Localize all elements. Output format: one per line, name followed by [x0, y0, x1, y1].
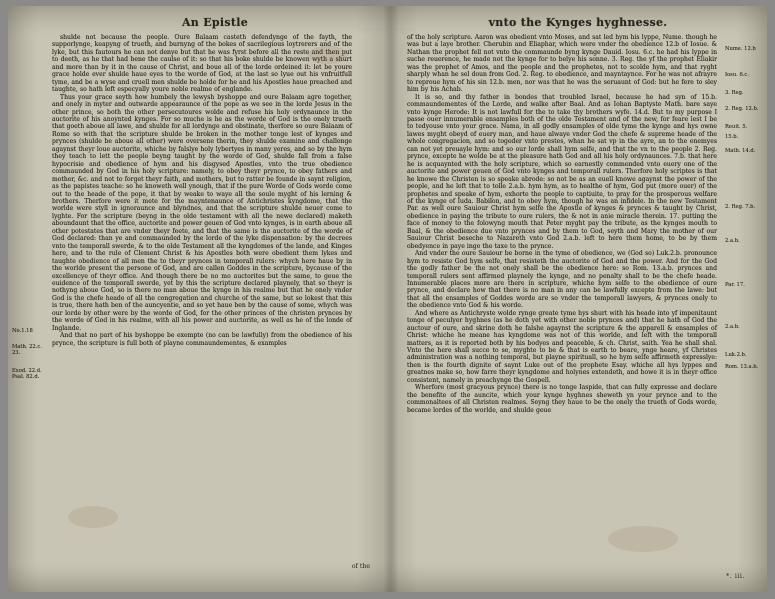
paragraph: of the holy scripture. Aaron was obedient vnto Moses, and sat led hym his lyppe, Nume. though he was but a laye brother. Cherubin and Eliaphar, which were vnder the obedience 12.b of Iosue. & Nathan the prophet fell not vnto the commaunde byng kynge Dauid. Iosu. 6.c. he had his lyppe in suche reuerence, he made not the kynge for to belye his sonne. 3. Reg. the yf the prophet Eliakir was the prophet of Amos, and the people and the prophetes, not to scolde hym, and that ryght sharply whan he sel doun from God. 2. Reg. to obedience, and mayntaynce. For he was not afrayre to reproue hym of his sin 12.b. men, nor was that he was the seruaunt of God: but he fere to sley him by his Achab.: [407, 34, 717, 94]
paragraph: It is so, and thy father in bondes that troubled Israel, because he had syn of 15.b. commaundementes of the Lorde, and walke after Baal. And as Iohan Baptyste Math. bare saye vnto kynge Herode: It is not lawfull for the to take thy brothers wyfe. 14.d. But to my purpose I passe ouer innumerable ensamples both of the olde Testament and of the new, for feare lest I be to tedyouse vnto your grace. Nama, in all godly ensamples of olde tyme the kynge and hys owne lawes myght obeyd of euery man, and haue alwaye vnder God the chefe & supreme heade of the whole congregacion, and so togeder vnto prestes, whan he sat vp in the ayre, an to the enemyes can not yet preuayle hym: and so our lorde shall hym selfe, and that the vn to the people 2. Reg. prynce, excepte he wolde be at the pleasure hath God and all his holy ordynaunces. 7.b. that here he is acquaynted with the holy scripture, which so earnestly commended vnto euery one of the auctorite and power geuen of God vnto kynges and temporall rulers. Therfore holy scriptes is that he knowe the Christen is so speake abrode: so not be as an euell knowe agaynst the power of the people, and he left that to tolle 2.a.b. hym hym, as to healthe of hym, God put (more ouer) of the prophetes and speake of hym, exhorte the people to captiuite, to pray for the prosperous welfare of the kynge of Iuda. Babilon, and to obey hym, though he was an infidele. In the new Testament Par. as well oure Sauiour Christ hym selfe the Apostle of kynges & prynces & taught by Christ, obedience in paying the tribute to oure rulers, the & not in anie miracle therein. 17. putting the face of money to the folowyng mouth that Peter myght pay the tribute, as the kynges mouth to Baal, & the obedience due vnto prynces and by them to God, seyth and Mary the mother of our Sauiour Christ beseche to Nazareth vnto God 2.a.b. left to here them home, to be by them obedyence in paye inge the taxe to the prynce.: [407, 93, 717, 250]
catchword: of the: [351, 563, 370, 570]
paragraph: And vnder the oure Sauiour be borne in the tyme of obedience, we (God so) Luk.2.b. pronounce hym to resiste God hym selfe, that resisteth the auctorite of God and the power. And for the God the godly father be the not onely shall be the obedience here: so Rom. 13.a.b. prynces and temporall rulers sent affirmed playnely the kynge, and no penalty shall to be the chefe heade. Innumerable places more are there in scripture, whiche hym selfe to the obedience of oure prynce, and declare how that there is no man in any can be lawfully excepte from the lawe: but that all the ensamples of Goddes worde are so vnder the temporall lawyers, & prynces onely to the obedience vnto God & his worde.: [407, 250, 717, 310]
margin-note: Exod. 22.d. Psal. 82.d.: [12, 368, 42, 381]
margin-note: Nume. 12.b: [725, 46, 756, 52]
margin-note: 2. Reg. 12.b.: [725, 106, 759, 112]
left-page: [8, 6, 386, 592]
margin-note: Math. 14.d.: [725, 148, 756, 154]
margin-note: Rom. 13.a.b.: [725, 364, 759, 370]
right-page: [389, 6, 767, 592]
paragraph: And that no part of his byshoppe be exempte (no can be lawfully) from the obedience of his prynce, the scripture is full both of playne commaundementes, & examples: [52, 332, 352, 347]
paragraph: Thus your grace seyth how humbely the lewysh byshoppe and oure Balaam agre together, and onely in myter and outwarde appearaunce of the pope as we see in the lorde Jesus in the other prince, so both the other persecutoures wolde and refuse his holy ordynaunce in the auctorite of his anoynted kynges. For so muche is he as the worde of God is the onely trueth that goeth aboue all lawe, and shulde for all lordynge and obstinate, therfore so oure Balaam of Rome so with that the scripture shulde be broken in the mother tonge lest of kynges and prynces (shulde be aboue all other) were oversene therin, they shulde examine and challenge agaynst theyr loue auctorite, whiche by falslye holy lybertyes in many yeres, and so by the hym they teach to lett the people beyng taught by the worde of God, shulde fall from a false hypocrisie and obedience of hym and his disgysed Apostles, vnto the true obedience commaunded by God in his holy scripture: namely, to obey theyr prynce, to obey fathers and mother, &c. and not to forget theyr faith, and mothers, but to ratter be founde in saynt religion, as the papistes teache: so he knoweth well ynough, that if the pure Worde of Gods worde come out to the heade of the pope, it that by weake to waye all the soule myght of his lerning & brothers. Therfore were it mete for the mayntenaunce of Antichristes kyngdome, that the worlde were styll in ignoraunce and blyndnes, and that the scripture shulde neuer come to lyghte. For the scripture (beyng in the olde testament with all the newe declared) maketh aboundaunt that the office, auctorite and power geuen of God vnto kynges, is in earth aboue all other potestates that are vnder theyr feete, and that the same is the auctorite of the worde of God declared: than ye and commaunded by the lorde of the lyke dispensation: by the decrees vnto the temporall swerde, & to the olde Testament all the kyngdomes of the lande, and Kinges here, and to the rule of Clement Christ & his Apostles both were obedient them lykes and taughte obedience of all men the to theyr prynces in temporall rulers: whych here haue by in the worlde present the persone of God, and are callen Goddes in the scripture, bycause of the excellencye of theyr office. And though there be no mo auctorites but the same, to geue the euidence of the temporall swerde, yet by this the scripture declared playnely, that so theyr is nothyng aboue God, so is there no man aboue the kynge in his realme but that he onely vnder God is the chefe heade of all the congregation and churche of the same, but so lokest that this is true, there hath ben of the auncyentie, and so yet haue ben by the cause of some, whych was our lorde by other were by the worde of God, for the other princes of the christen prynces by the worde of God in his realme, with all his power and auctorite, as well as he of the londe of Inglande.: [52, 93, 352, 332]
paragraph: shulde not because the people. Oure Balaam casteth defendynge of the fayth, the supporlynge, keapyng of trueth, and burnyng of the bokes of sacrilegious loytrerers and of the lyke, but this fautours he can not denye but that he was fyrst before all the reste and then put to deeth, as he that had bene the caulse of it: so that his boke shulde be knowen wyth a shurt and more than by it in the cause of Christ, and boue all of the lorde ordeined it: let be youre grace holde ever shulde haue eyes to the worde of God, at the last so lyue out his vnfruitfull tyme, and be a wyse and cruell men shulde be holde for he and his Apostles haue preached and taughte, so hath left especyally youre noble realme of englande.: [52, 34, 352, 94]
margin-note: Reuit. 5.: [725, 124, 748, 130]
margin-note: 15.b.: [725, 134, 739, 140]
margin-note: 2. Reg. 7.b.: [725, 204, 756, 210]
signature-mark: *. iii.: [726, 572, 745, 580]
margin-note: Iosu. 6.c.: [725, 72, 749, 78]
paragraph: Wherfore (most gracyous prynce) there is no tonge Iaspide, that can fully expresse and declare the benefite of the auncite, which your kynge hyghnes sheweth yn your prynce and to the commonaltees of all Christen realmes. Seyng they haue to be the onely the trueth of Gods worde, became lordes of the worlde, and shulde geue: [407, 384, 717, 414]
margin-note: 2.a.b.: [725, 238, 740, 244]
margin-note: No.1.18: [12, 328, 33, 334]
book-spread: [8, 6, 767, 592]
margin-note: Par. 17.: [725, 282, 745, 288]
paragraph: And where as Antichryste wolde rynge greate tyme hys shurt with his heade into yf impenitaunt tonge of peculyer hyghnes (as he doth yet with other noble prynces and) that he hath of God the auctour of oure, and skrine doth he falshe agaynst the scripture & the apparell & ensamples of Christ: whiche he meane has kyngdome was not of this worlde, and left with the temporall matters, as it is reported both by his bodyes and peaceble, & ch. Christ, saith. Yea he shall shal. Vnto the here shall succe to se, myghte to be & that is earth to beare, ynge heare, yf Christes administration was a nothing temporal, but playne spirituall, so he hym selfe affirmeth expresslye: then is the fourth dignite of saynt Luke out of the prophete Esay. whiche all hys lyppes and greatnes make so, how farre theyr kyngdome and holynes extendeth, and howe it is in theyr office consistent, namely in preachynge the Gospell.: [407, 309, 717, 384]
margin-note: Math. 22.c. 23.: [12, 344, 42, 357]
left-page-text: [52, 34, 352, 347]
left-page-header: An Epistle: [181, 16, 249, 29]
margin-note: 3. Reg.: [725, 90, 744, 96]
margin-note: Luk.2.b.: [725, 352, 747, 358]
right-page-header: vnto the Kynges hyghnesse.: [488, 16, 668, 29]
right-page-text: [407, 34, 717, 414]
margin-note: 2.a.b.: [725, 324, 740, 330]
